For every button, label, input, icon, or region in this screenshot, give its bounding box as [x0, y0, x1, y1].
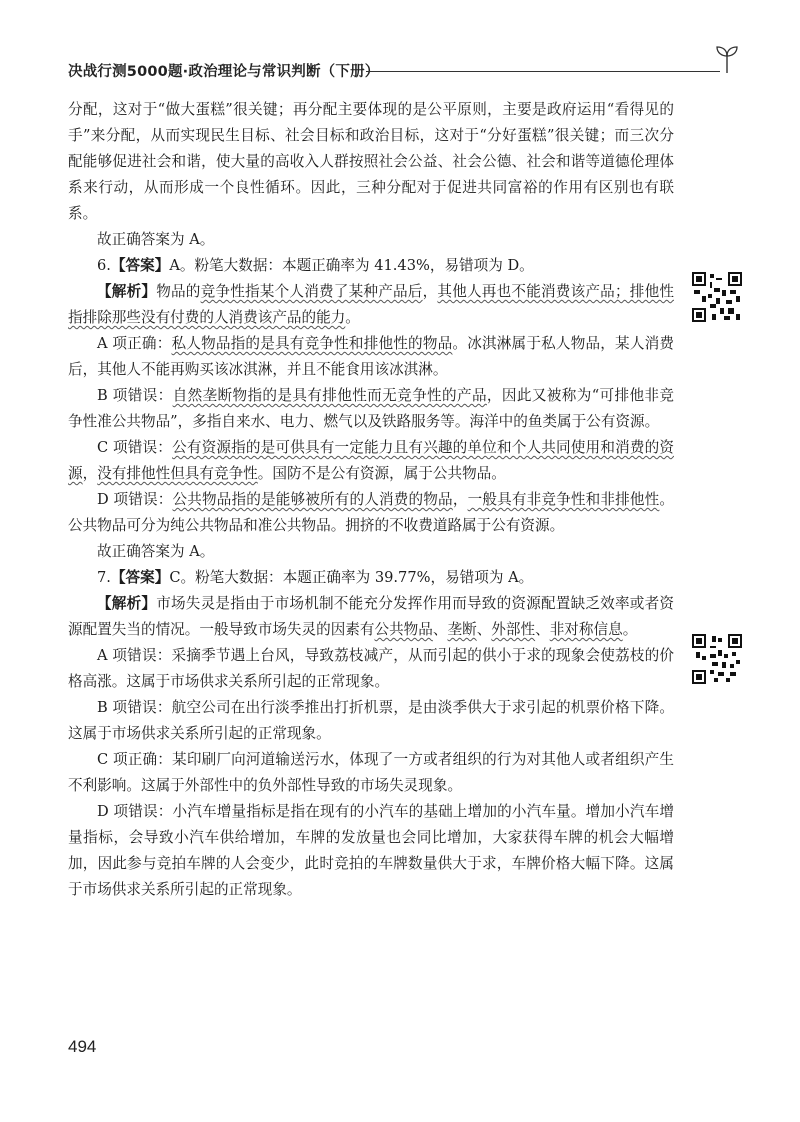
analysis-tag: 【解析】 [97, 283, 157, 300]
option-text: 。公共物品可分为纯公共物品和准公共物品。拥挤的不收费道路属于公有资源。 [68, 491, 674, 534]
option-text: 。冰淇淋属于私人物品，某人消费后，其他人不能再购买该冰淇淋，并且不能食用该冰淇淋。 [68, 335, 674, 378]
analysis-text: 。 [622, 621, 638, 638]
question-7-answer [68, 565, 674, 591]
wavy-emphasis: 公共物品 [374, 621, 433, 638]
analysis-text: 、 [432, 621, 448, 638]
question-7-analysis [68, 591, 674, 643]
option-c-explanation: C 项正确：某印刷厂向河道输送污水，体现了一方或者组织的行为对其他人或者组织产生不利影响。这属于外部性中的负外部性导致的市场失灵现象。 [68, 751, 674, 794]
analysis-tag: 【解析】 [97, 595, 157, 612]
header-title: 决战行测5000题·政治理论与常识判断（下册） [68, 64, 380, 80]
analysis-text: 物品的 [156, 283, 201, 300]
option-text: ， [452, 491, 468, 508]
answer-text: A。粉笔大数据：本题正确率为 41.43%，易错项为 D。 [169, 257, 534, 274]
wavy-emphasis: 公有资源指的是可供具有一定能力且有兴趣的单位和个人共同使用和消费的资源 [68, 439, 674, 482]
option-b-explanation: B 项错误：航空公司在出行淡季推出打折机票，是由淡季供大于求引起的机票价格下降。这属于市场供求关系所引起的正常现象。 [68, 699, 674, 742]
option-d-explanation: D 项错误：小汽车增量指标是指在现有的小汽车的基础上增加的小汽车量。增加小汽车增量指标，会导致小汽车供给增加，车牌的发放量也会同比增加，大家获得车牌的机会大幅增加，因此参与竞拍车牌的人会变少，此时竞拍的车牌数量供大于求，车牌价格大幅下降。这属于市场供求关系所引起的正常现象。 [68, 803, 674, 898]
answer-line: 故正确答案为 A。 [97, 231, 215, 248]
wavy-emphasis: 公共物品指的是能够被所有的人消费的物品 [172, 491, 453, 508]
wavy-emphasis: 一般具有非竞争性和非排他性 [467, 491, 660, 508]
wavy-emphasis: 外部性 [491, 621, 536, 638]
question-6-answer [68, 253, 674, 279]
wavy-emphasis: 其他人再也不能消费该产品；排他性指排除那些没有付费的人消费该产品的能力 [68, 283, 674, 326]
analysis-text: 、 [535, 621, 550, 638]
option-label: B 项错误： [97, 387, 173, 404]
leaf-icon [714, 44, 740, 74]
option-text: ， [82, 465, 98, 482]
option-a-explanation: A 项错误：采摘季节遇上台风，导致荔枝减产，从而引起的供小于求的现象会使荔枝的价格高涨。这属于市场供求关系所引起的正常现象。 [68, 647, 674, 690]
option-b-explanation [68, 383, 674, 435]
page-body [68, 97, 674, 903]
answer-tag: 【答案】 [110, 257, 170, 274]
wavy-emphasis: 私人物品指的是具有竞争性和排他性的物品 [171, 335, 453, 352]
option-label: D 项错误： [97, 491, 173, 508]
analysis-text: 、 [476, 621, 492, 638]
answer-text: C。粉笔大数据：本题正确率为 39.77%，易错项为 A。 [169, 569, 534, 586]
running-header [68, 58, 736, 80]
paragraph: 分配，这对于“做大蛋糕”很关键；再分配主要体现的是公平原则，主要是政府运用“看得见的手”来分配，从而实现民生目标、社会目标和政治目标，这对于“分好蛋糕”很关键；而三次分配能够促进社会和谐，使大量的高收入人群按照社会公益、社会公德、社会和谐等道德伦理体系来行动，从而形成一个良性循环。因此，三种分配对于促进共同富裕的作用有区别也有联系。 [68, 101, 674, 222]
wavy-emphasis: 没有排他性但具有竞争性 [97, 465, 258, 482]
analysis-text: ， [422, 283, 438, 300]
option-label: A 项正确： [97, 335, 172, 352]
option-c-explanation [68, 435, 674, 487]
answer-line: 故正确答案为 A。 [97, 543, 215, 560]
question-number: 6. [97, 257, 111, 274]
qr-code-icon[interactable] [692, 272, 742, 322]
page-number: 494 [68, 1037, 97, 1056]
analysis-text: 。 [345, 309, 360, 326]
qr-code-icon[interactable] [692, 634, 742, 684]
answer-tag: 【答案】 [110, 569, 170, 586]
question-number: 7. [97, 569, 111, 586]
option-label: C 项错误： [97, 439, 173, 456]
header-rule [366, 71, 720, 72]
option-text: ，因此又被称为“可排他非竞争性准公共物品”，多指自来水、电力、燃气以及铁路服务等。海洋中的鱼类属于公有资源。 [68, 387, 674, 430]
option-text: 。国防不是公有资源，属于公共物品。 [257, 465, 506, 482]
question-6-analysis [68, 279, 674, 331]
option-a-explanation [68, 331, 674, 383]
wavy-emphasis: 竞争性指某个人消费了某种产品后 [200, 283, 423, 300]
wavy-emphasis: 非对称信息 [549, 621, 623, 638]
wavy-emphasis: 自然垄断物指的是具有排他性而无竞争性的产品 [172, 387, 487, 404]
wavy-emphasis: 垄断 [447, 621, 477, 638]
option-d-explanation [68, 487, 674, 539]
analysis-text: 市场失灵是指由于市场机制不能充分发挥作用而导致的资源配置缺乏效率或者资源配置失当的情况。一般导致市场失灵的因素有 [68, 595, 674, 638]
